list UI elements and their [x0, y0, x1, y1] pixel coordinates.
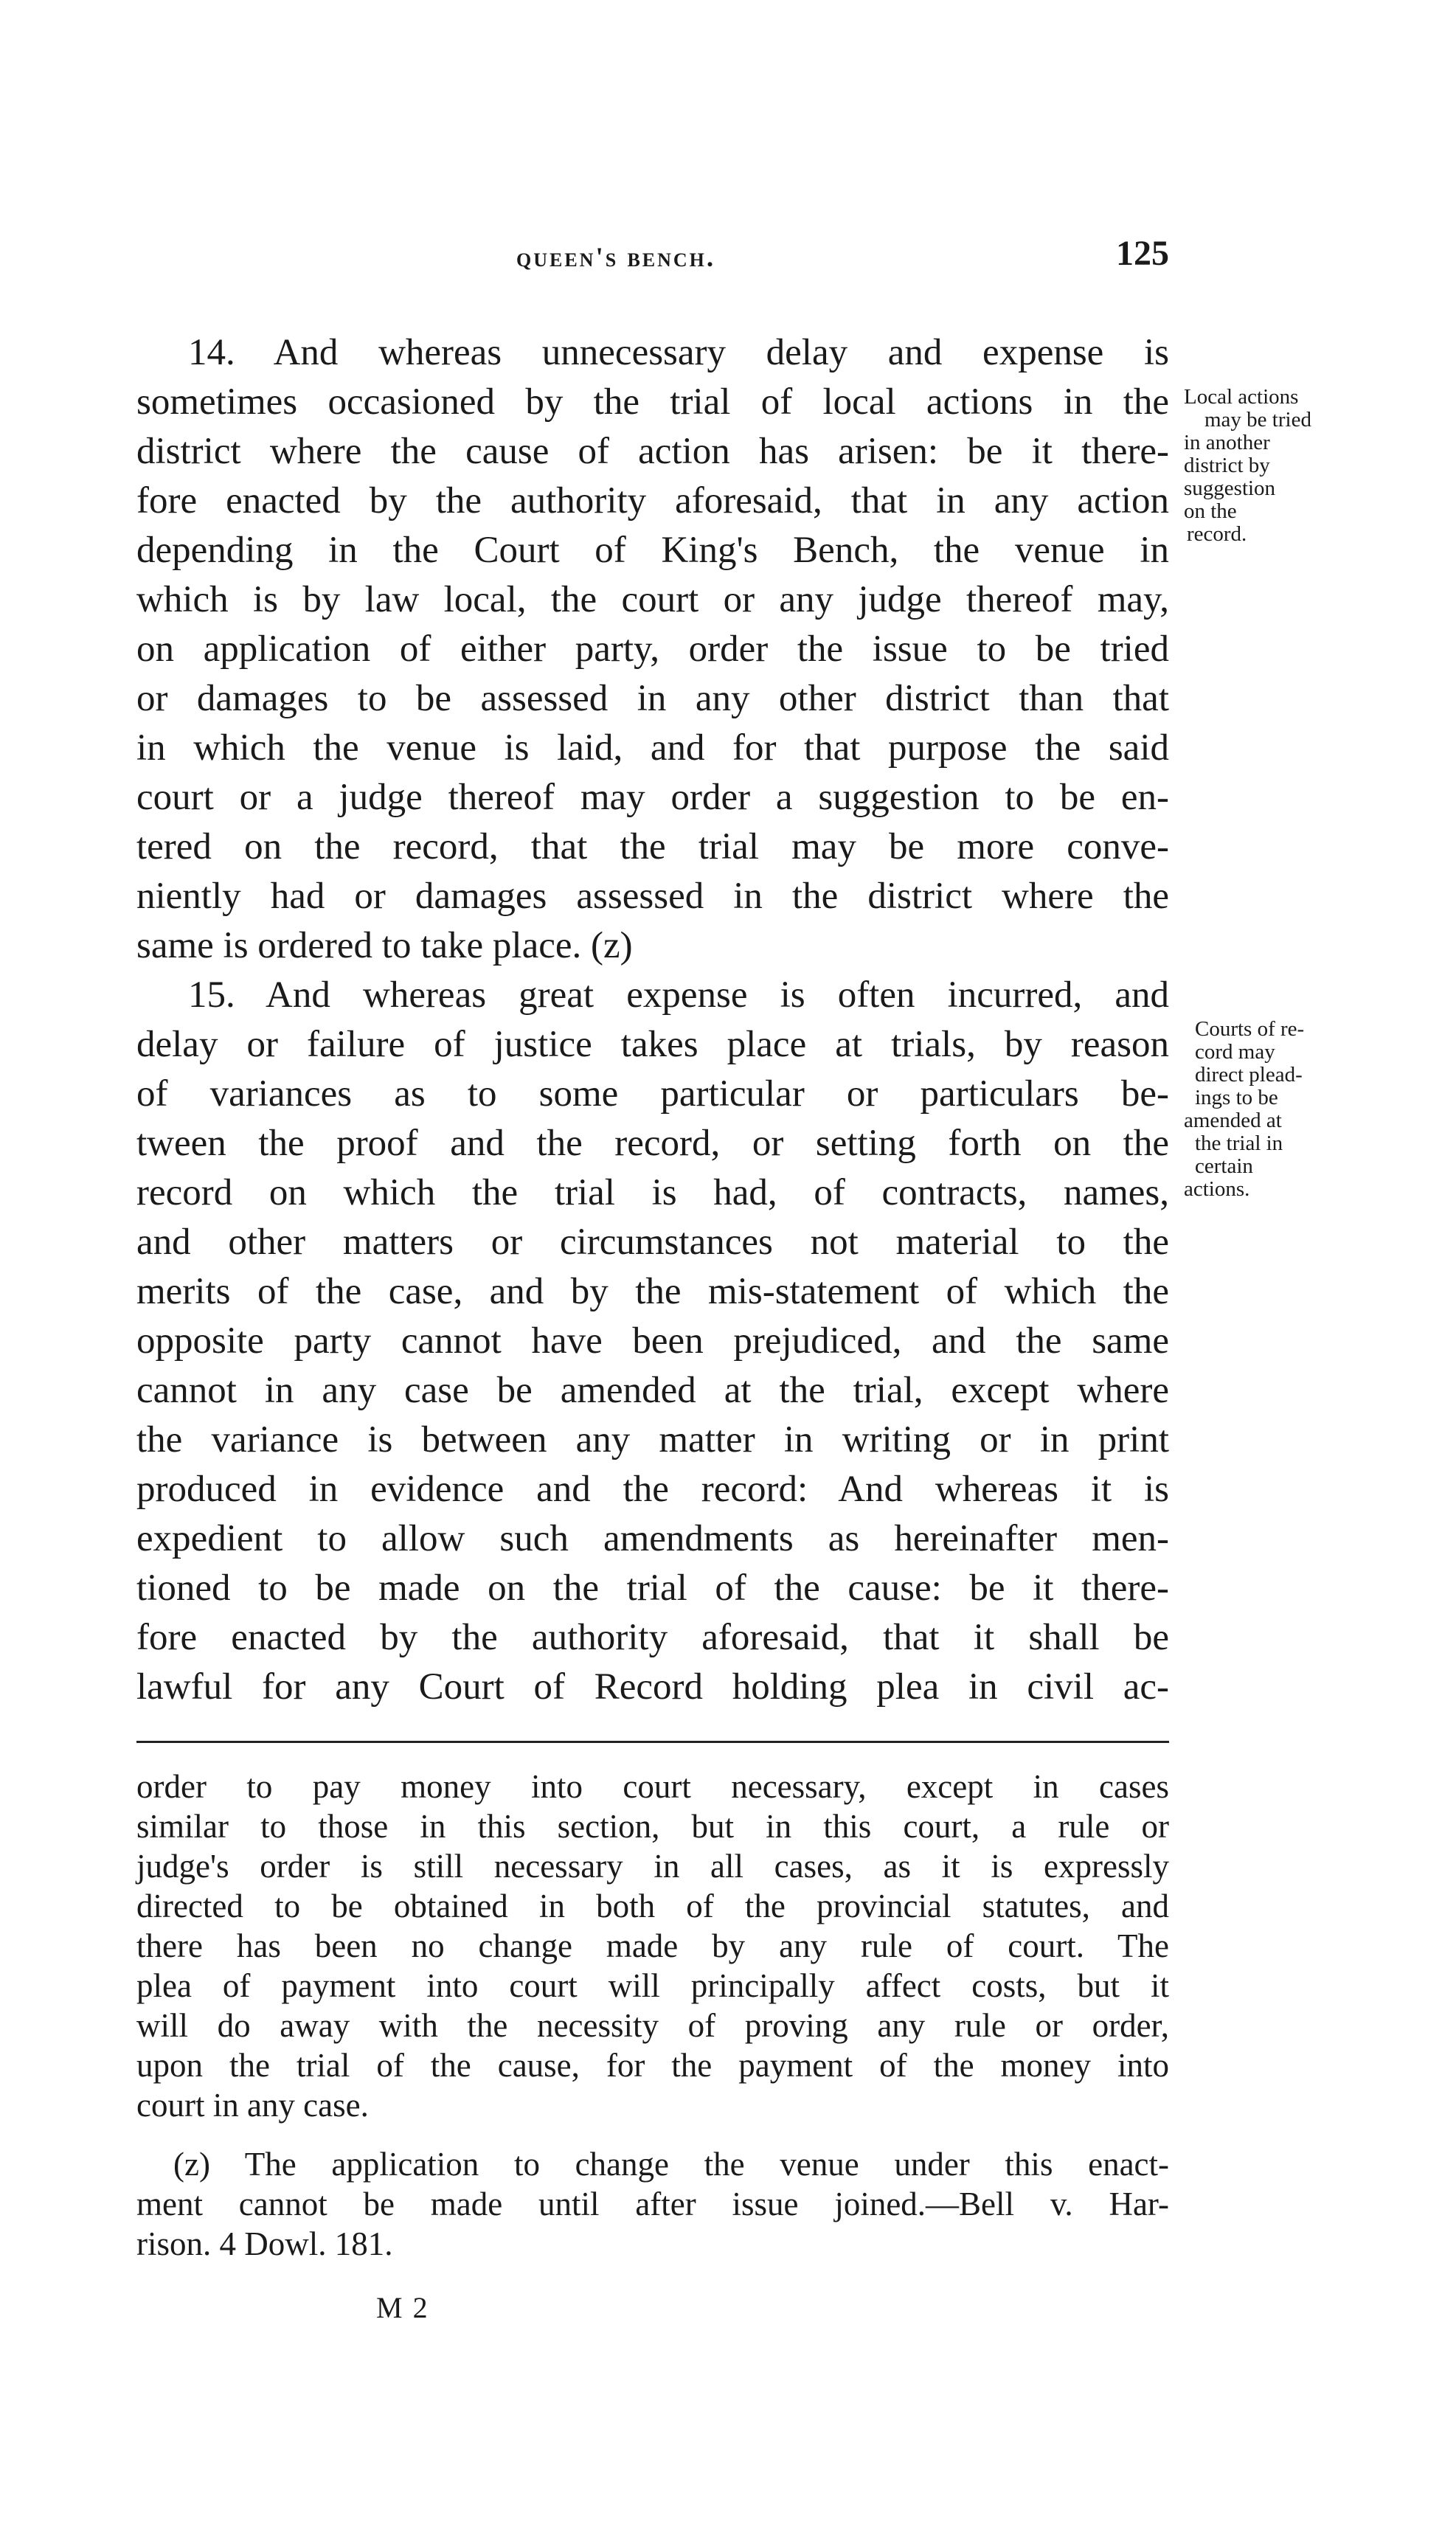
footnote-line: judge's order is still necessary in all cases, as it is expressly [136, 1848, 1169, 1885]
sidenote-line: on the [1184, 499, 1237, 523]
footnote-divider [136, 1741, 1169, 1743]
sidenote-line: actions. [1184, 1177, 1250, 1201]
body-line: which is by law local, the court or any judge thereof may, [136, 579, 1169, 620]
body-line: 14. And whereas unnecessary delay and expense is [188, 332, 1169, 373]
footnote-line: directed to be obtained in both of the provincial statutes, and [136, 1888, 1169, 1924]
sidenote-line: suggestion [1184, 477, 1276, 500]
footnote-line: ment cannot be made until after issue joined.—Bell v. Har- [136, 2186, 1169, 2222]
body-line: court or a judge thereof may order a suggestion to be en- [136, 777, 1169, 818]
body-line: in which the venue is laid, and for that purpose the said [136, 727, 1169, 769]
footnote-gap [136, 2125, 1169, 2144]
body-line: fore enacted by the authority aforesaid, that it shall be [136, 1617, 1169, 1658]
body-line: tween the proof and the record, or setting forth on the [136, 1123, 1169, 1164]
body-line: the variance is between any matter in writing or in print [136, 1419, 1169, 1460]
sidenote-line: certain [1195, 1154, 1253, 1178]
body-line: on application of either party, order the issue to be tried [136, 628, 1169, 670]
sidenote-courts-of-record [1184, 1018, 1376, 1201]
running-head: queen's bench. [516, 243, 716, 273]
signature-mark: M 2 [376, 2291, 429, 2324]
sidenote-line: ings to be [1195, 1086, 1278, 1109]
sidenote-line: cord may [1195, 1040, 1275, 1064]
footnote-line: rison. 4 Dowl. 181. [136, 2225, 393, 2262]
sidenote-line: in another [1184, 431, 1270, 454]
footnotes [136, 1767, 1169, 2264]
body-line: cannot in any case be amended at the trial, except where [136, 1370, 1169, 1411]
sidenote-line: Local actions [1184, 385, 1299, 409]
sidenote-line: amended at [1184, 1109, 1282, 1132]
body-line: fore enacted by the authority aforesaid, that in any action [136, 480, 1169, 521]
footnote-line: order to pay money into court necessary, except in cases [136, 1768, 1169, 1805]
footnote-line: (z) The application to change the venue under this enact- [173, 2146, 1169, 2183]
body-line: expedient to allow such amendments as hereinafter men- [136, 1518, 1169, 1559]
body-line: depending in the Court of King's Bench, the venue in [136, 530, 1169, 571]
body-line: of variances as to some particular or particulars be- [136, 1073, 1169, 1115]
page-header [136, 229, 1169, 288]
footnote-line: upon the trial of the cause, for the payment of the money into [136, 2047, 1169, 2084]
sidenote-local-actions [1184, 386, 1376, 546]
footnote-line: plea of payment into court will principally affect costs, but it [136, 1967, 1169, 2004]
footnote-line: will do away with the necessity of proving any rule or order, [136, 2007, 1169, 2044]
body-line: merits of the case, and by the mis-statement of which the [136, 1271, 1169, 1312]
footnote-line: there has been no change made by any rule of court. The [136, 1927, 1169, 1964]
sidenote-line: may be tried [1204, 408, 1311, 432]
body-line: niently had or damages assessed in the district where the [136, 876, 1169, 917]
body-line: same is ordered to take place. (z) [136, 925, 633, 966]
footnote-line: similar to those in this section, but in this court, a rule or [136, 1808, 1169, 1845]
body-line: 15. And whereas great expense is often incurred, and [188, 974, 1169, 1016]
footnote-line: court in any case. [136, 2087, 369, 2124]
body-line: or damages to be assessed in any other district than that [136, 678, 1169, 719]
body-line: delay or failure of justice takes place at trials, by reason [136, 1024, 1169, 1065]
body-line: district where the cause of action has arisen: be it there- [136, 431, 1169, 472]
main-text [136, 328, 1169, 1712]
sidenote-line: Courts of re- [1195, 1017, 1305, 1041]
body-line: produced in evidence and the record: And whereas it is [136, 1469, 1169, 1510]
sidenote-line: the trial in [1195, 1132, 1283, 1155]
page-number: 125 [1116, 234, 1169, 273]
body-line: tered on the record, that the trial may be more conve- [136, 826, 1169, 867]
sidenote-line: direct plead- [1195, 1063, 1303, 1087]
body-line: sometimes occasioned by the trial of local actions in the [136, 381, 1169, 423]
sidenote-line: district by [1184, 454, 1270, 477]
body-line: tioned to be made on the trial of the cause: be it there- [136, 1567, 1169, 1609]
sidenote-line: record. [1187, 522, 1247, 546]
body-line: lawful for any Court of Record holding plea in civil ac- [136, 1666, 1169, 1708]
body-line: opposite party cannot have been prejudiced, and the same [136, 1320, 1169, 1362]
body-line: record on which the trial is had, of contracts, names, [136, 1172, 1169, 1213]
body-line: and other matters or circumstances not material to the [136, 1221, 1169, 1263]
